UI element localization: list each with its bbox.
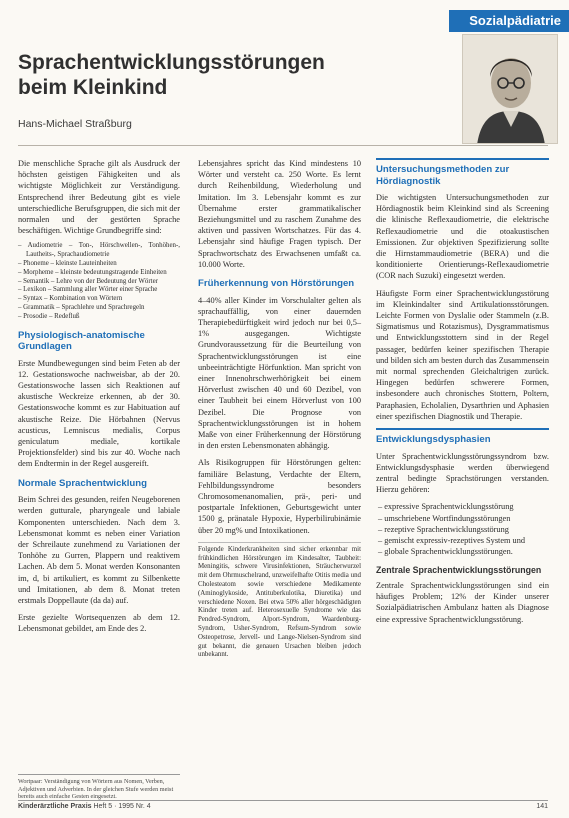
journal-issue: Heft 5 · 1995 Nr. 4 [93, 803, 151, 810]
glossary-item: – Syntax – Kombination von Wörtern [18, 295, 123, 303]
page-number: 141 [536, 803, 548, 810]
heading-central-disorders: Zentrale Sprachentwicklungsstörungen [376, 565, 542, 576]
author-photo [462, 34, 558, 144]
physiology-paragraph: Erste Mundbewegungen sind beim Feten ab der 12. Gestationswoche nachweisbar, ab der 20. Gestationswoche lassen sich Reaktionen auf akustische Weckreize erkennen, ab der 30. Gestationswoche kommt es zur Habituation auf akustische Reize. Die Hörbahnen (Nervus acusticus, Lemniscus medialis, Corpus geniculatum mediale, kortikale Projektionsfelder) sind bis zur 40. Woche nach dem Endtermin in der Regel ausgereift. [18, 358, 180, 469]
intro-paragraph: Die menschliche Sprache gilt als Ausdruck der höchsten geistigen Fähigkeiten und als wichtigste Möglichkeit zur Verständigung. Entsprechend ihrer Bedeutung gibt es viele unterschiedliche Berufsgruppen, die sich mit der normalen und der gestörten Sprache beschäftigen. Wichtige Grundbegriffe sind: [18, 159, 180, 236]
risk-groups-paragraph: Als Risikogruppen für Hörstörungen gelten: familiäre Belastung, Verdachte der Eltern, Fehlbildungssyndrome besonders Chromosomenanomalien, prä-, peri- und postpartale Infektionen, Geburtsgewicht unter 1500 g, pränatale Hypoxie, Hyperbilirubinämie über 20 mg% und Intoxikationen. [198, 458, 361, 535]
dysphasia-item: – umschriebene Wortfindungsstörungen [378, 513, 511, 523]
methods-paragraph: Die wichtigsten Untersuchungsmethoden zur Hördiagnostik beim Kleinkind sind als Screening die klinische Reflexaudiometrie, die elektrische Reflexaudiometrie und die otoakustischen Emissionen. Zur objektiven Spezifizierung sollte die Hirnstammaudiometrie (BERA) und die konditionierte Orientierungs-Reflexaudiometrie (COR nach Suzuki) eingesetzt werden. [376, 193, 549, 281]
title-line-1: Sprachentwicklungsstörungen [18, 51, 325, 74]
glossary-item: – Morpheme – kleinste bedeutungstragende Einheiten [18, 268, 167, 276]
dysphasia-item: – expressive Sprachentwicklungsstörung [378, 502, 514, 512]
articulation-paragraph: Häufigste Form einer Sprachentwicklungsstörung im Kleinkindalter sind Artikulationsstörungen. Leichte Formen von Dyslalie oder Stammeln (z.B. Sigmatismus und Rotazismus), Dysgrammatismus und Entwicklungsstottern sind in der Regel passager, bedürfen keiner spezifischen Therapie und bilden sich am besten durch das Zusammensein mit normal sprechenden Gleichaltrigen zurück. Hingegen bedürfen schwerere Formen, insbesondere auch chronisches Stottern, Poltern, Paraphasien, Echolalien, Dysarthrien und Aphasien einer spezifischen Diagnostik und Therapie. [376, 288, 549, 421]
heading-physiology: Physiologisch-anatomische Grundlagen [18, 329, 145, 353]
author-name: Hans-Michael Straßburg [18, 118, 132, 130]
dysphasia-item: – globale Sprachentwicklungsstörungen. [378, 547, 513, 557]
footnote: Wortpaar: Verständigung von Wörtern aus Nomen, Verben, Adjektiven und Adverbien. In der gleichen Stufe werden meist bereits auch einfache Gesten eingesetzt. [18, 774, 180, 801]
methods-box [376, 158, 549, 282]
portrait-illustration [463, 35, 558, 144]
column-2 [198, 158, 361, 666]
dysphasia-paragraph: Unter Sprachentwicklungsstörungssyndrom bzw. Entwicklungsdysphasie werden überwiegend zentral bedingte Sprachstörungen verstanden. Hierzu gehören: [376, 451, 549, 495]
journal-name: Kinderärztliche Praxis [18, 803, 92, 810]
normal-development-paragraph: Beim Schrei des gesunden, reifen Neugeborenen werden gutturale, pharyngeale und labiale Komponenten unterschieden. Nach dem 3. Lebensmonat kommt es neben einer Variation der Schreilaute zunehmend zu Variationen der Tonhöhe zu Gurren, Plappern und reaktivem Lachen. Ab dem 5. Monat werden Konsonanten im, d, bi artikuliert, es kommt zu Silbenkette und Imitationen, ab dem 8. Monat treten erstmals Doppellaute (da da) auf. [18, 495, 180, 605]
dysphasia-item: – gemischt expressiv-rezeptives System und [378, 535, 526, 545]
heading-early-detection: Früherkennung von Hörstörungen [198, 278, 355, 290]
glossary-item: – Audiometrie – Ton-, Hörschwellen-, Tonhöhen-, Lautheits-, Sprachaudiometrie [18, 242, 180, 259]
heading-methods: Untersuchungsmethoden zur Hördiagnostik [376, 164, 510, 187]
dysphasia-item: – rezeptive Sprachentwicklungsstörung [378, 524, 509, 534]
glossary-item: – Lexikon – Sammlung aller Wörter einer Sprache [18, 286, 158, 294]
page-footer [18, 800, 548, 812]
heading-normal-development: Normale Sprachentwicklung [18, 477, 148, 489]
language-age-paragraph: Lebensjahres spricht das Kind mindestens 10 Wörter und versteht ca. 250 Worte. Es lernt durch Reihenbildung, Wiederholung und Imitation. Im 3. Lebensjahr kommt es zur Übernahme erster grammatikalischer Beziehungsmittel und zu raschem Zunahme des aktiven und passiven Wortschatzes. Für das 4. Lebensjahr sind häufige Fragen typisch. Der Sprachwortschatz des Erwachsenen umfaßt ca. 10.000 Worte. [198, 159, 361, 269]
column-1 [18, 158, 180, 641]
glossary-list [18, 242, 180, 321]
article-title [18, 50, 348, 100]
heading-dysphasia: Entwicklungsdysphasien [376, 434, 491, 446]
dysphasia-box [376, 428, 549, 446]
glossary-item: – Grammatik – Sprachlehre und Sprachregeln [18, 304, 145, 311]
dysphasia-list [376, 501, 549, 557]
central-disorders-paragraph: Zentrale Sprachentwicklungsstörungen sind ein häufiges Problem; 12% der Kinder unserer Sozialpädiatrischen Ambulanz hatten als Diagnose eine expressive Sprachentwicklungsstörung. [376, 580, 549, 624]
glossary-item: – Semantik – Lehre von der Bedeutung der Wörter [18, 277, 158, 285]
section-tag: Sozialpädiatrie [449, 10, 569, 32]
early-detection-paragraph: 4–40% aller Kinder im Vorschulalter gelten als sprachauffällig, von einer dauernden Therapiebedürftigkeit wird jedoch nur bei 0,5–1% ausgegangen. Wichtigste Grundvoraussetzung für die Beurteilung von Sprachentwicklungsstörungen ist eine unbeeinträchtigte Hörfunktion. Man spricht von einer Innenohrschwerhörigkeit bei einem Hörverlust zwischen 40 und 60 Dezibel, von einer Taubheit bei einem Hörverlust von 100 Dezibel. Die Prognose von Sprachentwicklungsstörungen ist in hohem Maße von einer Früherkennung der Hörstörung in den ersten Lebensmonaten abhängig. [198, 295, 361, 451]
column-3 [376, 158, 549, 631]
normal-development-paragraph-2: Erste gezielte Wortsequenzen ab dem 12. Lebensmonat gebildet, am Ende des 2. [18, 613, 180, 634]
small-print-paragraph: Folgende Kinderkrankheiten sind sicher erkennbar mit frühkindlichen Hörstörungen im Kindesalter, Taubheit: Meningitis, schwere Virusinfektionen, Sträucherwurzel mit dem Ohrmuschelrand, unzweifelhafte Otitis media und Cholesteatom sowie verschiedene Medikamente (Aminoglykoside, Antituberkulotika, Diuretika) und verschiedene Noxen. Bei etwa 50% aller hörgeschädigten Kinder treten auf. Heterosexuelle Syndrome wie das Pendred-Syndrom, Alport-Syndrom, Waardenburg-Syndrom, Usher-Syndrom, Refsum-Syndrom sowie Osteopetrose, Jervell- und Lange-Nielsen-Syndrom sind gut bekannt, die genauen Ursachen bleiben jedoch unbekannt. [198, 542, 361, 660]
title-line-2: beim Kleinkind [18, 76, 168, 99]
glossary-item: – Phoneme – kleinste Lauteinheiten [18, 260, 117, 268]
glossary-item: – Prosodie – Redefluß [18, 312, 80, 320]
header-divider [18, 145, 548, 146]
